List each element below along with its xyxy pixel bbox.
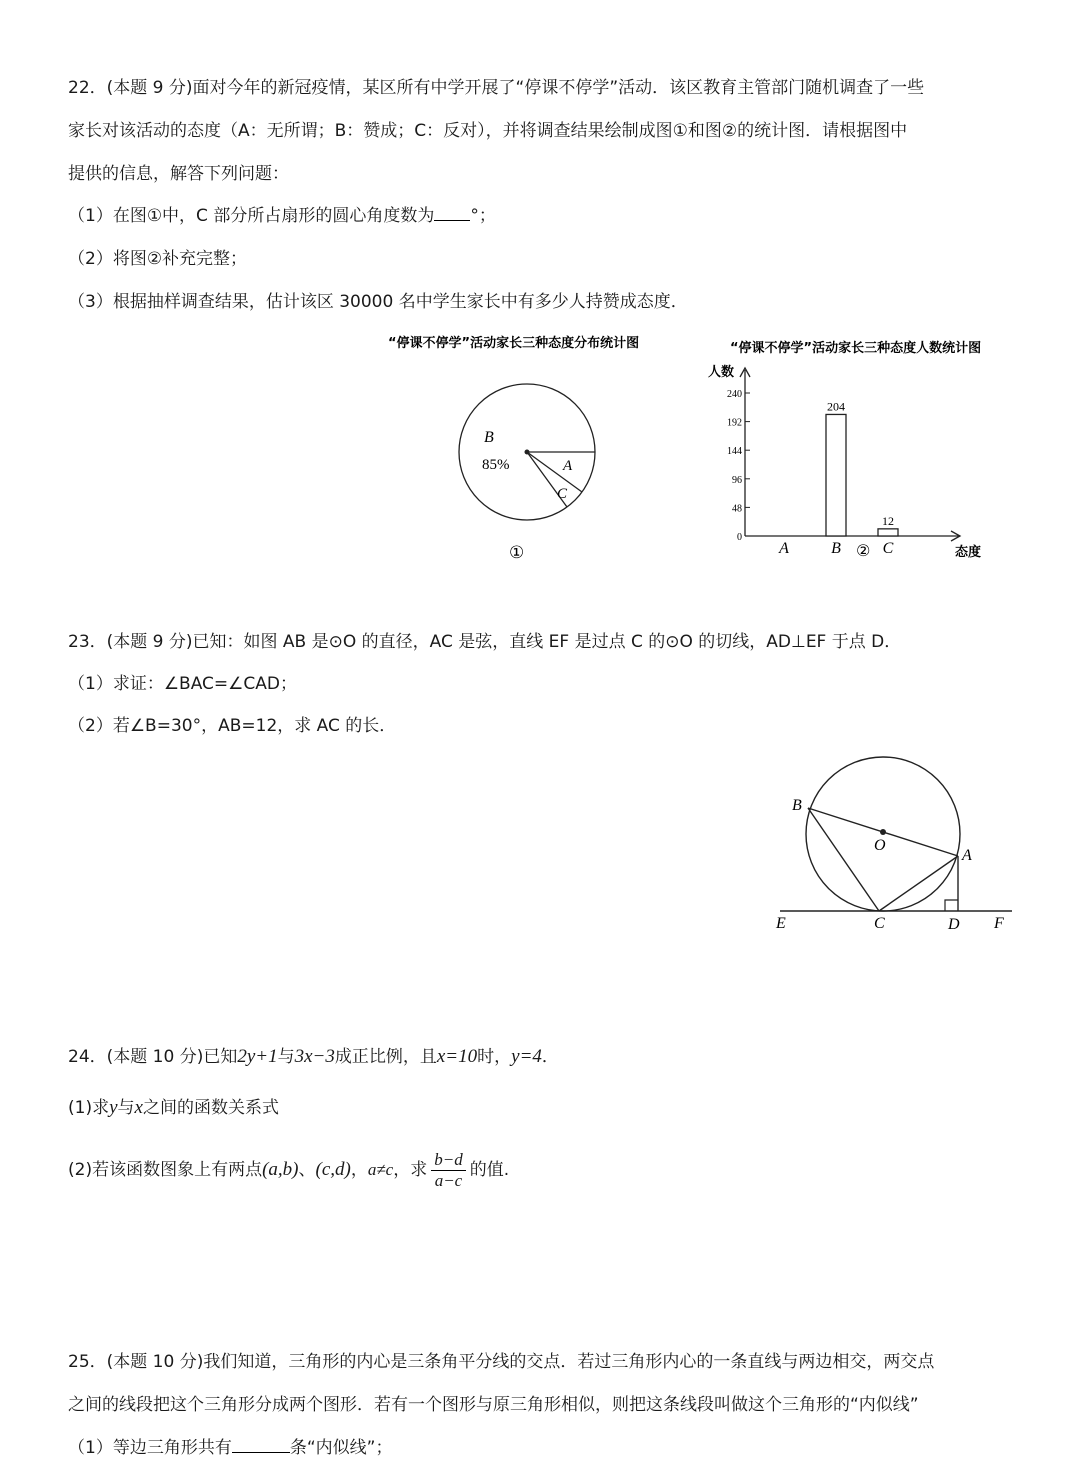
q24-p2-c: 的值.	[469, 1160, 510, 1180]
bar-caption: ②	[856, 541, 871, 560]
q24-p2-b: ，求	[393, 1160, 428, 1180]
bar-x-axis-label: 态度	[955, 545, 982, 560]
category-label-C: C	[882, 540, 894, 557]
q24-cond1: x=10	[436, 1046, 478, 1067]
q24-neq: a≠c	[367, 1160, 394, 1179]
q24-line1	[68, 1045, 559, 1069]
bar-data-label-C: 12	[882, 513, 894, 528]
bar-data-label-B: 204	[827, 399, 845, 414]
q22-line2: 家长对该活动的态度（A：无所谓；B：赞成；C：反对），并将调查结果绘制成图①和图②的统计图．请根据图中	[68, 121, 908, 141]
circle-geometry-figure	[770, 750, 1030, 940]
bar-chart-title: “停课不停学”活动家长三种态度人数统计图	[730, 341, 982, 356]
y-tick-label: 0	[737, 532, 742, 543]
pie-percent-B: 85%	[482, 457, 510, 473]
q25-part1-prefix: （1）等边三角形共有	[68, 1438, 232, 1458]
q22-part3: （3）根据抽样调查结果，估计该区 30000 名中学生家长中有多少人持赞成态度．	[68, 292, 688, 312]
q22-part1-suffix: °；	[470, 206, 496, 226]
q24-comma: ，	[350, 1160, 368, 1180]
q22-part2: （2）将图②补充完整；	[68, 249, 248, 269]
bar-y-axis-label: 人数	[708, 365, 735, 380]
q24-sep: 、	[298, 1160, 316, 1180]
q25-line2: 之间的线段把这个三角形分成两个图形．若有一个图形与原三角形相似，则把这条线段叫做这个三角形的“内似线”	[68, 1395, 919, 1415]
q24-p1-b: 与	[117, 1098, 135, 1118]
label-o: O	[874, 837, 886, 854]
q23-part2: （2）若∠B=30°，AB=12，求 AC 的长．	[68, 716, 397, 736]
q24-pt2: (c,d)	[315, 1159, 351, 1180]
pie-label-B: B	[484, 429, 494, 446]
y-tick-label: 144	[727, 446, 742, 458]
q24-t2: 成正比例，且	[334, 1047, 437, 1067]
q24-t3: 时，	[477, 1047, 512, 1067]
right-angle-mark	[945, 900, 958, 911]
q22-line3: 提供的信息，解答下列问题：	[68, 164, 289, 184]
chord-bc	[808, 808, 879, 911]
q22-part1	[68, 204, 496, 228]
y-tick-label: 240	[727, 389, 742, 400]
q24-t1: 与	[277, 1047, 295, 1067]
label-e: E	[776, 915, 786, 932]
y-ticks	[727, 389, 750, 543]
q24-p2-a: (2)若该函数图象上有两点	[68, 1160, 263, 1180]
q23-line1: 23．(本题 9 分)已知：如图 AB 是⊙O 的直径，AC 是弦，直线 EF 是过点 C 的⊙O 的切线，AD⊥EF 于点 D．	[68, 632, 902, 652]
label-d: D	[948, 916, 960, 933]
y-tick-label: 192	[727, 417, 742, 429]
bar-B	[826, 414, 846, 536]
q24-cond2: y=4	[511, 1046, 542, 1067]
q24-t4: ．	[541, 1047, 559, 1067]
bar-chart-figure	[700, 330, 1020, 570]
q25-part1	[68, 1436, 392, 1460]
q24-p1-x: x	[134, 1097, 143, 1118]
category-label-A: A	[779, 540, 789, 557]
pie-chart-title: “停课不停学”活动家长三种态度分布统计图	[388, 336, 640, 351]
q24-p1-a: (1)求	[68, 1098, 110, 1118]
q24-part2	[68, 1148, 509, 1192]
q24-pt1: (a,b)	[262, 1159, 299, 1180]
pie-slice-boundary	[527, 452, 582, 492]
pie-label-A: A	[563, 458, 573, 474]
bar-C	[878, 529, 898, 536]
q24-p1-c: 之间的函数关系式	[142, 1098, 279, 1118]
q24-fraction	[431, 1150, 465, 1191]
q22-line1: 22．(本题 9 分)面对今年的新冠疫情，某区所有中学开展了“停课不停学”活动．该区教育主管部门随机调查了一些	[68, 78, 925, 98]
bars	[778, 399, 898, 557]
fraction-numerator: b−d	[431, 1150, 465, 1171]
answer-blank	[232, 1436, 290, 1453]
pie-chart-figure	[370, 330, 690, 570]
y-tick-label: 96	[732, 474, 742, 486]
label-b: B	[792, 797, 802, 814]
fraction-denominator: a−c	[434, 1170, 463, 1190]
q22-part1-prefix: （1）在图①中，C 部分所占扇形的圆心角度数为	[68, 206, 435, 226]
q24-expr2: 3x−3	[294, 1046, 335, 1067]
q25-line1: 25．(本题 10 分)我们知道，三角形的内心是三条角平分线的交点．若过三角形内心的一条直线与两边相交，两交点	[68, 1352, 935, 1372]
pie-caption: ①	[509, 543, 525, 563]
center-point	[880, 829, 886, 835]
q24-part1	[68, 1096, 279, 1120]
answer-blank	[434, 204, 470, 221]
pie-label-C: C	[557, 486, 568, 502]
category-label-B: B	[831, 540, 841, 557]
label-a: A	[962, 847, 972, 864]
label-f: F	[994, 915, 1004, 932]
y-tick-label: 48	[732, 503, 742, 515]
q24-head: 24．(本题 10 分)已知	[68, 1047, 238, 1067]
q23-part1: （1）求证：∠BAC=∠CAD；	[68, 674, 297, 694]
label-c: C	[874, 915, 885, 932]
q24-p1-y: y	[109, 1097, 118, 1118]
q25-part1-suffix: 条“内似线”；	[289, 1438, 393, 1458]
pie-center-point	[525, 450, 530, 455]
q24-expr1: 2y+1	[237, 1046, 278, 1067]
